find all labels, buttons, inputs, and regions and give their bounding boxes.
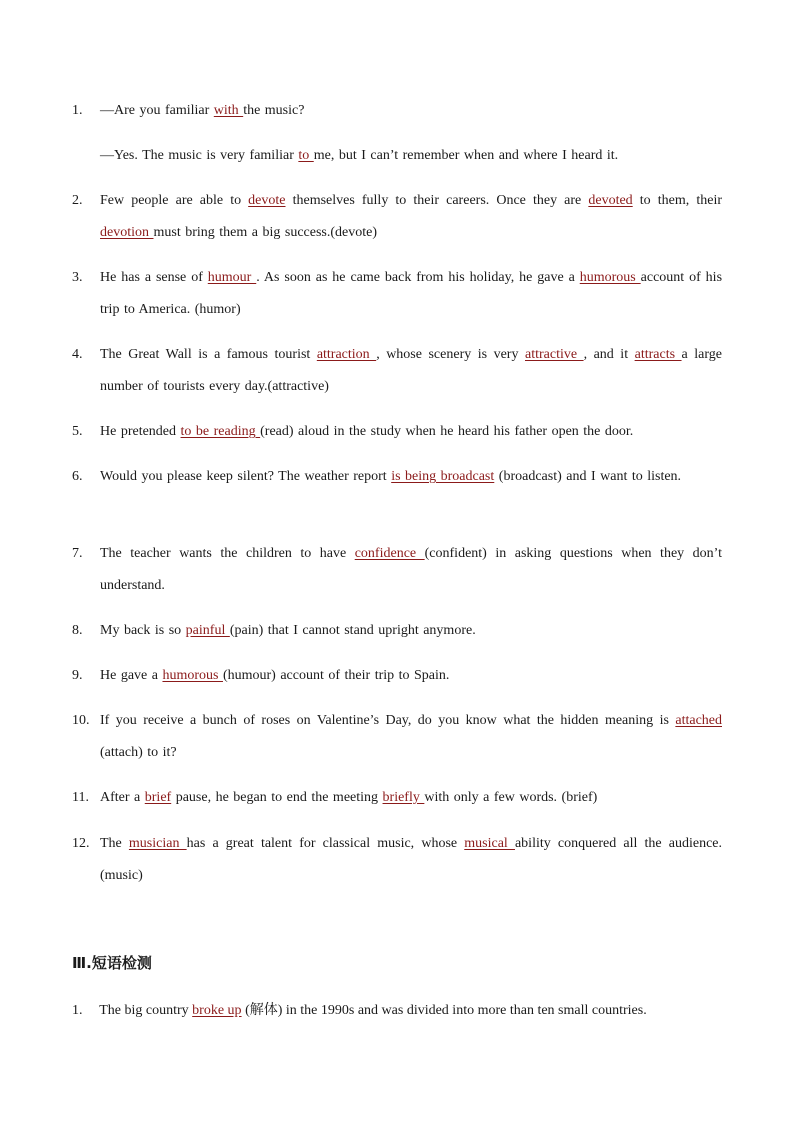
item-text: Few people are able to devote themselves fully to their careers. Once they are devoted to them, their devotion must bring them a big success.(devote): [100, 193, 722, 240]
answer-blank: humorous: [579, 270, 641, 285]
exercise-item-2: [72, 185, 722, 249]
item-number: 1.: [72, 1003, 83, 1018]
exercise-item-4: [72, 339, 722, 403]
answer-blank: devotion: [100, 225, 154, 240]
item-number: 12.: [72, 836, 90, 851]
answer-blank: musician: [128, 836, 187, 851]
item-text: The musician has a great talent for classical music, whose musical ability conquered all the audience. (music): [100, 836, 722, 883]
answer-blank: attached: [675, 713, 722, 728]
item-dialogue-line-2: —Yes. The music is very familiar to me, but I can’t remember when and where I heard it.: [100, 148, 619, 163]
answer-blank: attraction: [316, 347, 377, 362]
item-text: The Great Wall is a famous tourist attraction , whose scenery is very attractive , and it attracts a large number of tourists every day.(attractive): [100, 347, 722, 394]
section-heading: Ⅲ.短语检测: [72, 954, 152, 972]
answer-blank: is being broadcast: [391, 469, 495, 484]
item-number: 4.: [72, 347, 83, 362]
item-dialogue-line-1: —Are you familiar with the music?: [100, 103, 305, 118]
answer-blank: painful: [185, 623, 230, 638]
answer-blank: with: [213, 103, 244, 118]
item-number: 8.: [72, 623, 83, 638]
exercise-item-9: [72, 660, 722, 692]
exercise-item-6: [72, 461, 722, 493]
item-number: 6.: [72, 469, 83, 484]
item-number: 2.: [72, 193, 83, 208]
item-text: He pretended to be reading (read) aloud in the study when he heard his father open the door.: [100, 424, 634, 439]
item-number: 5.: [72, 424, 83, 439]
phrase-item-1: 1. The big country broke up (解体) in the 1990s and was divided into more than ten small countries.: [72, 995, 732, 1027]
exercise-item-12: [72, 828, 722, 892]
item-text: My back is so painful (pain) that I cannot stand upright anymore.: [100, 623, 476, 638]
answer-blank: devote: [248, 193, 286, 208]
exercise-item-10: [72, 705, 722, 769]
exercise-item-7: [72, 538, 722, 602]
answer-blank: musical: [464, 836, 515, 851]
answer-blank: broke up: [192, 1003, 242, 1018]
item-number: 10.: [72, 713, 90, 728]
answer-blank: confidence: [354, 546, 425, 561]
item-text: Would you please keep silent? The weather report is being broadcast (broadcast) and I want to listen.: [100, 469, 682, 484]
answer-blank: devoted: [588, 193, 633, 208]
exercise-item-11: [72, 782, 722, 814]
answer-blank: briefly: [382, 790, 425, 805]
answer-blank: brief: [144, 790, 172, 805]
item-number: 9.: [72, 668, 83, 683]
item-text: After a brief pause, he began to end the meeting briefly with only a few words. (brief): [100, 790, 598, 805]
item-number: 11.: [72, 790, 89, 805]
item-number: 3.: [72, 270, 83, 285]
exercise-item-1-reply: [72, 140, 722, 172]
answer-blank: humorous: [162, 668, 223, 683]
item-number: 1.: [72, 103, 83, 118]
item-text: He has a sense of humour . As soon as he came back from his holiday, he gave a humorous account of his trip to America. (humor): [100, 270, 723, 317]
answer-blank: humour: [207, 270, 257, 285]
item-text: He gave a humorous (humour) account of their trip to Spain.: [100, 668, 450, 683]
item-number: 7.: [72, 546, 83, 561]
exercise-item-8: [72, 615, 722, 647]
answer-blank: attracts: [634, 347, 682, 362]
answer-blank: to be reading: [180, 424, 261, 439]
answer-blank: to: [298, 148, 314, 163]
exercise-item-5: [72, 416, 722, 448]
item-text: If you receive a bunch of roses on Valentine’s Day, do you know what the hidden meaning is attached (attach) to it?: [100, 713, 722, 760]
item-text: The teacher wants the children to have confidence (confident) in asking questions when they don’t understand.: [100, 546, 722, 593]
answer-blank: attractive: [524, 347, 584, 362]
exercise-item-3: [72, 262, 722, 326]
exercise-item-1: [72, 95, 722, 127]
